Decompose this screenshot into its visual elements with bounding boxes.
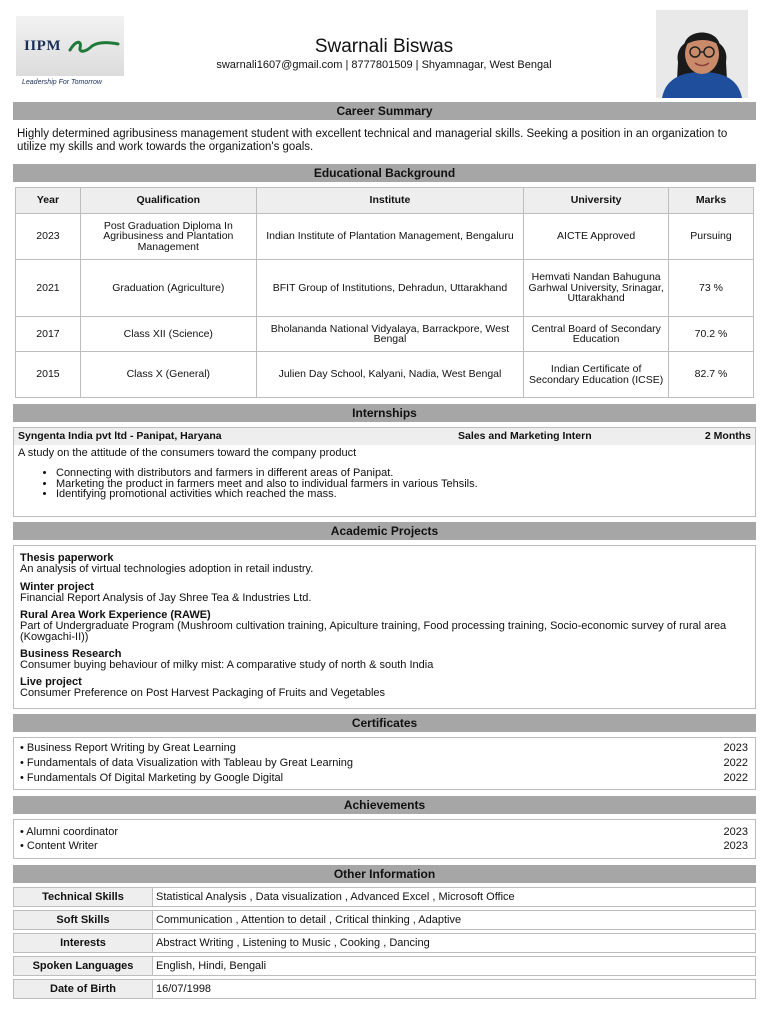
- internship-role: Sales and Marketing Intern: [458, 430, 592, 442]
- certificate-item: [20, 742, 748, 754]
- table-row: [16, 260, 754, 317]
- marks-cell: Pursuing: [669, 214, 754, 260]
- project-item: [20, 677, 750, 699]
- project-description: Consumer buying behaviour of milky mist: A comparative study of north & south India: [20, 659, 434, 671]
- year-cell: 2021: [16, 260, 81, 317]
- info-value: Communication , Attention to detail , Critical thinking , Adaptive: [153, 910, 756, 930]
- certificate-text: • Fundamentals Of Digital Marketing by Google Digital: [20, 772, 284, 784]
- section-projects: Academic Projects: [13, 522, 756, 540]
- year-cell: 2017: [16, 317, 81, 352]
- institute-cell: Julien Day School, Kalyani, Nadia, West Bengal: [256, 352, 524, 398]
- certificate-year: 2022: [723, 772, 748, 784]
- achievement-text: • Content Writer: [20, 840, 98, 852]
- institute-cell: Bholananda National Vidyalaya, Barrackpore, West Bengal: [256, 317, 524, 352]
- col-marks: Marks: [669, 188, 754, 214]
- section-achievements: Achievements: [13, 796, 756, 814]
- achievement-year: 2023: [723, 826, 748, 838]
- certificate-year: 2022: [723, 757, 748, 769]
- university-cell: Central Board of Secondary Education: [524, 317, 669, 352]
- internship-description: A study on the attitude of the consumers toward the company product: [18, 447, 357, 459]
- info-label: Spoken Languages: [13, 956, 153, 976]
- year-cell: 2023: [16, 214, 81, 260]
- col-year: Year: [16, 188, 81, 214]
- internship-company: Syngenta India pvt ltd - Panipat, Haryana: [18, 430, 222, 442]
- info-value: 16/07/1998: [153, 979, 756, 999]
- project-item: [20, 553, 750, 575]
- table-row: [16, 317, 754, 352]
- list-item: • Identifying promotional activities which reached the mass.: [56, 489, 478, 500]
- certificate-year: 2023: [723, 742, 748, 754]
- achievements-box: [13, 819, 756, 859]
- contact-line: swarnali1607@gmail.com | 8777801509 | Shyamnagar, West Bengal: [216, 59, 552, 71]
- achievement-text: • Alumni coordinator: [20, 826, 119, 838]
- info-row-spoken-languages: [13, 956, 756, 976]
- logo-text: IIPM: [24, 38, 61, 54]
- info-value: Abstract Writing , Listening to Music , Cooking , Dancing: [153, 933, 756, 953]
- project-item: [20, 582, 750, 604]
- project-title: Winter project: [20, 581, 94, 593]
- certificate-item: [20, 772, 748, 784]
- candidate-name: Swarnali Biswas: [314, 36, 454, 57]
- project-item: [20, 610, 750, 643]
- internship-header: [14, 428, 755, 445]
- info-label: Soft Skills: [13, 910, 153, 930]
- project-description: Part of Undergraduate Program (Mushroom cultivation training, Apiculture training, Food processing training, Socio-economic survey of rural area (Kowgachi-II)): [20, 620, 727, 643]
- internship-duration: 2 Months: [704, 430, 751, 442]
- list-item: • Marketing the product in farmers meet and also to individual farmers in various Tehsils.: [56, 479, 478, 490]
- info-label: Interests: [13, 933, 153, 953]
- achievement-year: 2023: [723, 840, 748, 852]
- info-value: Statistical Analysis , Data visualization , Advanced Excel , Microsoft Office: [153, 887, 756, 907]
- list-item: • Connecting with distributors and farmers in different areas of Panipat.: [56, 468, 478, 479]
- certificate-text: • Fundamentals of data Visualization with Tableau by Great Learning: [20, 757, 354, 769]
- table-row: [16, 214, 754, 260]
- achievement-item: [20, 826, 748, 838]
- education-header-row: [16, 188, 754, 214]
- career-summary-text: Highly determined agribusiness management student with excellent technical and managerial skills. Seeking a position in an organization to utilize my skills and work towards the organization's goals.: [17, 128, 728, 153]
- col-university: University: [524, 188, 669, 214]
- info-label: Technical Skills: [13, 887, 153, 907]
- year-cell: 2015: [16, 352, 81, 398]
- project-title: Live project: [20, 676, 82, 688]
- education-table: [15, 187, 754, 398]
- section-other-information: Other Information: [13, 865, 756, 883]
- marks-cell: 73 %: [669, 260, 754, 317]
- section-career-summary: Career Summary: [13, 102, 756, 120]
- project-title: Rural Area Work Experience (RAWE): [20, 609, 211, 621]
- section-certificates: Certificates: [13, 714, 756, 732]
- project-description: An analysis of virtual technologies adoption in retail industry.: [20, 563, 314, 575]
- internship-bullets: [56, 468, 478, 500]
- col-qualification: Qualification: [80, 188, 256, 214]
- section-internships: Internships: [13, 404, 756, 422]
- project-description: Financial Report Analysis of Jay Shree Tea & Industries Ltd.: [20, 592, 312, 604]
- institute-cell: BFIT Group of Institutions, Dehradun, Uttarakhand: [256, 260, 524, 317]
- institute-cell: Indian Institute of Plantation Management, Bengaluru: [256, 214, 524, 260]
- university-cell: Indian Certificate of Secondary Education (ICSE): [524, 352, 669, 398]
- certificate-item: [20, 757, 748, 769]
- table-row: [16, 352, 754, 398]
- info-label: Date of Birth: [13, 979, 153, 999]
- qualification-cell: Class XII (Science): [80, 317, 256, 352]
- project-item: [20, 649, 750, 671]
- logo-tagline: Leadership For Tomorrow: [22, 79, 102, 86]
- info-row-technical-skills: [13, 887, 756, 907]
- profile-photo: [656, 10, 748, 98]
- certificate-text: • Business Report Writing by Great Learning: [20, 742, 236, 754]
- col-institute: Institute: [256, 188, 524, 214]
- section-education: Educational Background: [13, 164, 756, 182]
- info-row-date-of-birth: [13, 979, 756, 999]
- project-title: Business Research: [20, 648, 122, 660]
- marks-cell: 70.2 %: [669, 317, 754, 352]
- info-row-soft-skills: [13, 910, 756, 930]
- qualification-cell: Class X (General): [80, 352, 256, 398]
- university-cell: Hemvati Nandan Bahuguna Garhwal University, Srinagar, Uttarakhand: [524, 260, 669, 317]
- achievement-item: [20, 840, 748, 852]
- info-value: English, Hindi, Bengali: [153, 956, 756, 976]
- info-row-interests: [13, 933, 756, 953]
- marks-cell: 82.7 %: [669, 352, 754, 398]
- university-cell: AICTE Approved: [524, 214, 669, 260]
- qualification-cell: Graduation (Agriculture): [80, 260, 256, 317]
- project-title: Thesis paperwork: [20, 552, 114, 564]
- project-description: Consumer Preference on Post Harvest Packaging of Fruits and Vegetables: [20, 687, 386, 699]
- qualification-cell: Post Graduation Diploma In Agribusiness and Plantation Management: [80, 214, 256, 260]
